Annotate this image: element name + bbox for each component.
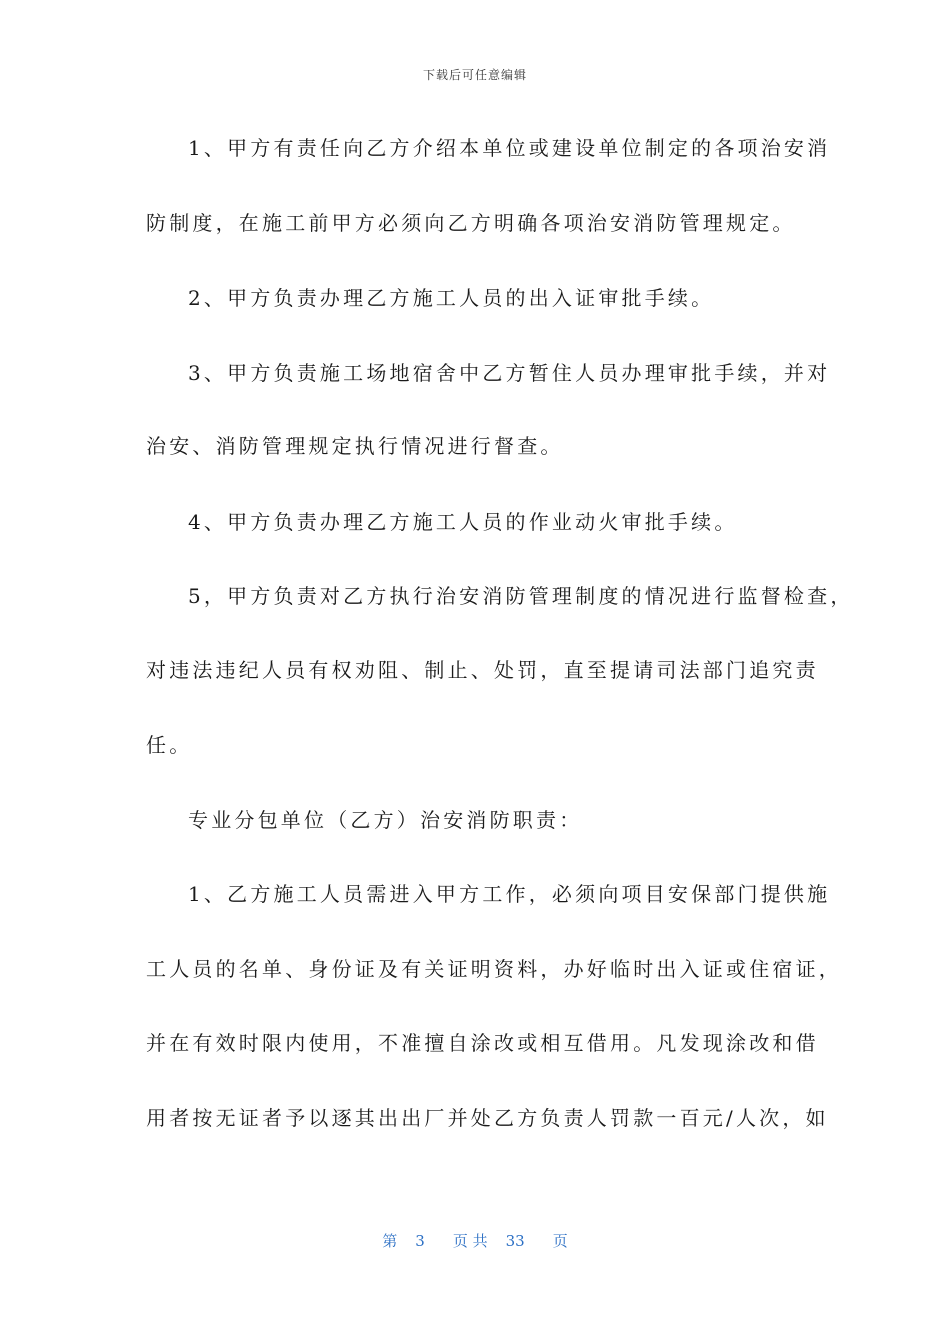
page-current-number: 3 (415, 1232, 425, 1250)
page-label-middle: 页 共 (452, 1232, 488, 1250)
paragraph-line: 1、乙方施工人员需进入甲方工作，必须向项目安保部门提供施 (188, 882, 831, 906)
paragraph-line: 用者按无证者予以逐其出出厂并处乙方负责人罚款一百元/人次，如 (146, 1106, 829, 1130)
paragraph-line: 4、甲方负责办理乙方施工人员的作业动火审批手续。 (188, 510, 738, 534)
paragraph-line: 3、甲方负责施工场地宿舍中乙方暂住人员办理审批手续，并对 (188, 361, 831, 385)
paragraph-line: 对违法违纪人员有权劝阻、制止、处罚，直至提请司法部门追究责 (146, 658, 819, 682)
page-label-suffix: 页 (552, 1232, 568, 1250)
paragraph-line: 5，甲方负责对乙方执行治安消防管理制度的情况进行监督检查， (188, 584, 854, 608)
paragraph-line: 工人员的名单、身份证及有关证明资料，办好临时出入证或住宿证， (146, 957, 842, 981)
page-header-note: 下载后可任意编辑 (422, 68, 527, 82)
page-label-prefix: 第 (382, 1232, 398, 1250)
paragraph-line: 治安、消防管理规定执行情况进行督查。 (146, 434, 564, 458)
paragraph-line: 1、甲方有责任向乙方介绍本单位或建设单位制定的各项治安消 (188, 136, 831, 160)
paragraph-line: 并在有效时限内使用，不准擅自涂改或相互借用。凡发现涂改和借 (146, 1031, 819, 1055)
section-heading: 专业分包单位（乙方）治安消防职责： (188, 808, 583, 832)
paragraph-line: 2、甲方负责办理乙方施工人员的出入证审批手续。 (188, 286, 715, 310)
paragraph-line: 防制度，在施工前甲方必须向乙方明确各项治安消防管理规定。 (146, 211, 796, 235)
page-total-number: 33 (505, 1232, 525, 1250)
page-number-footer (0, 1230, 950, 1251)
paragraph-line: 任。 (146, 733, 193, 757)
